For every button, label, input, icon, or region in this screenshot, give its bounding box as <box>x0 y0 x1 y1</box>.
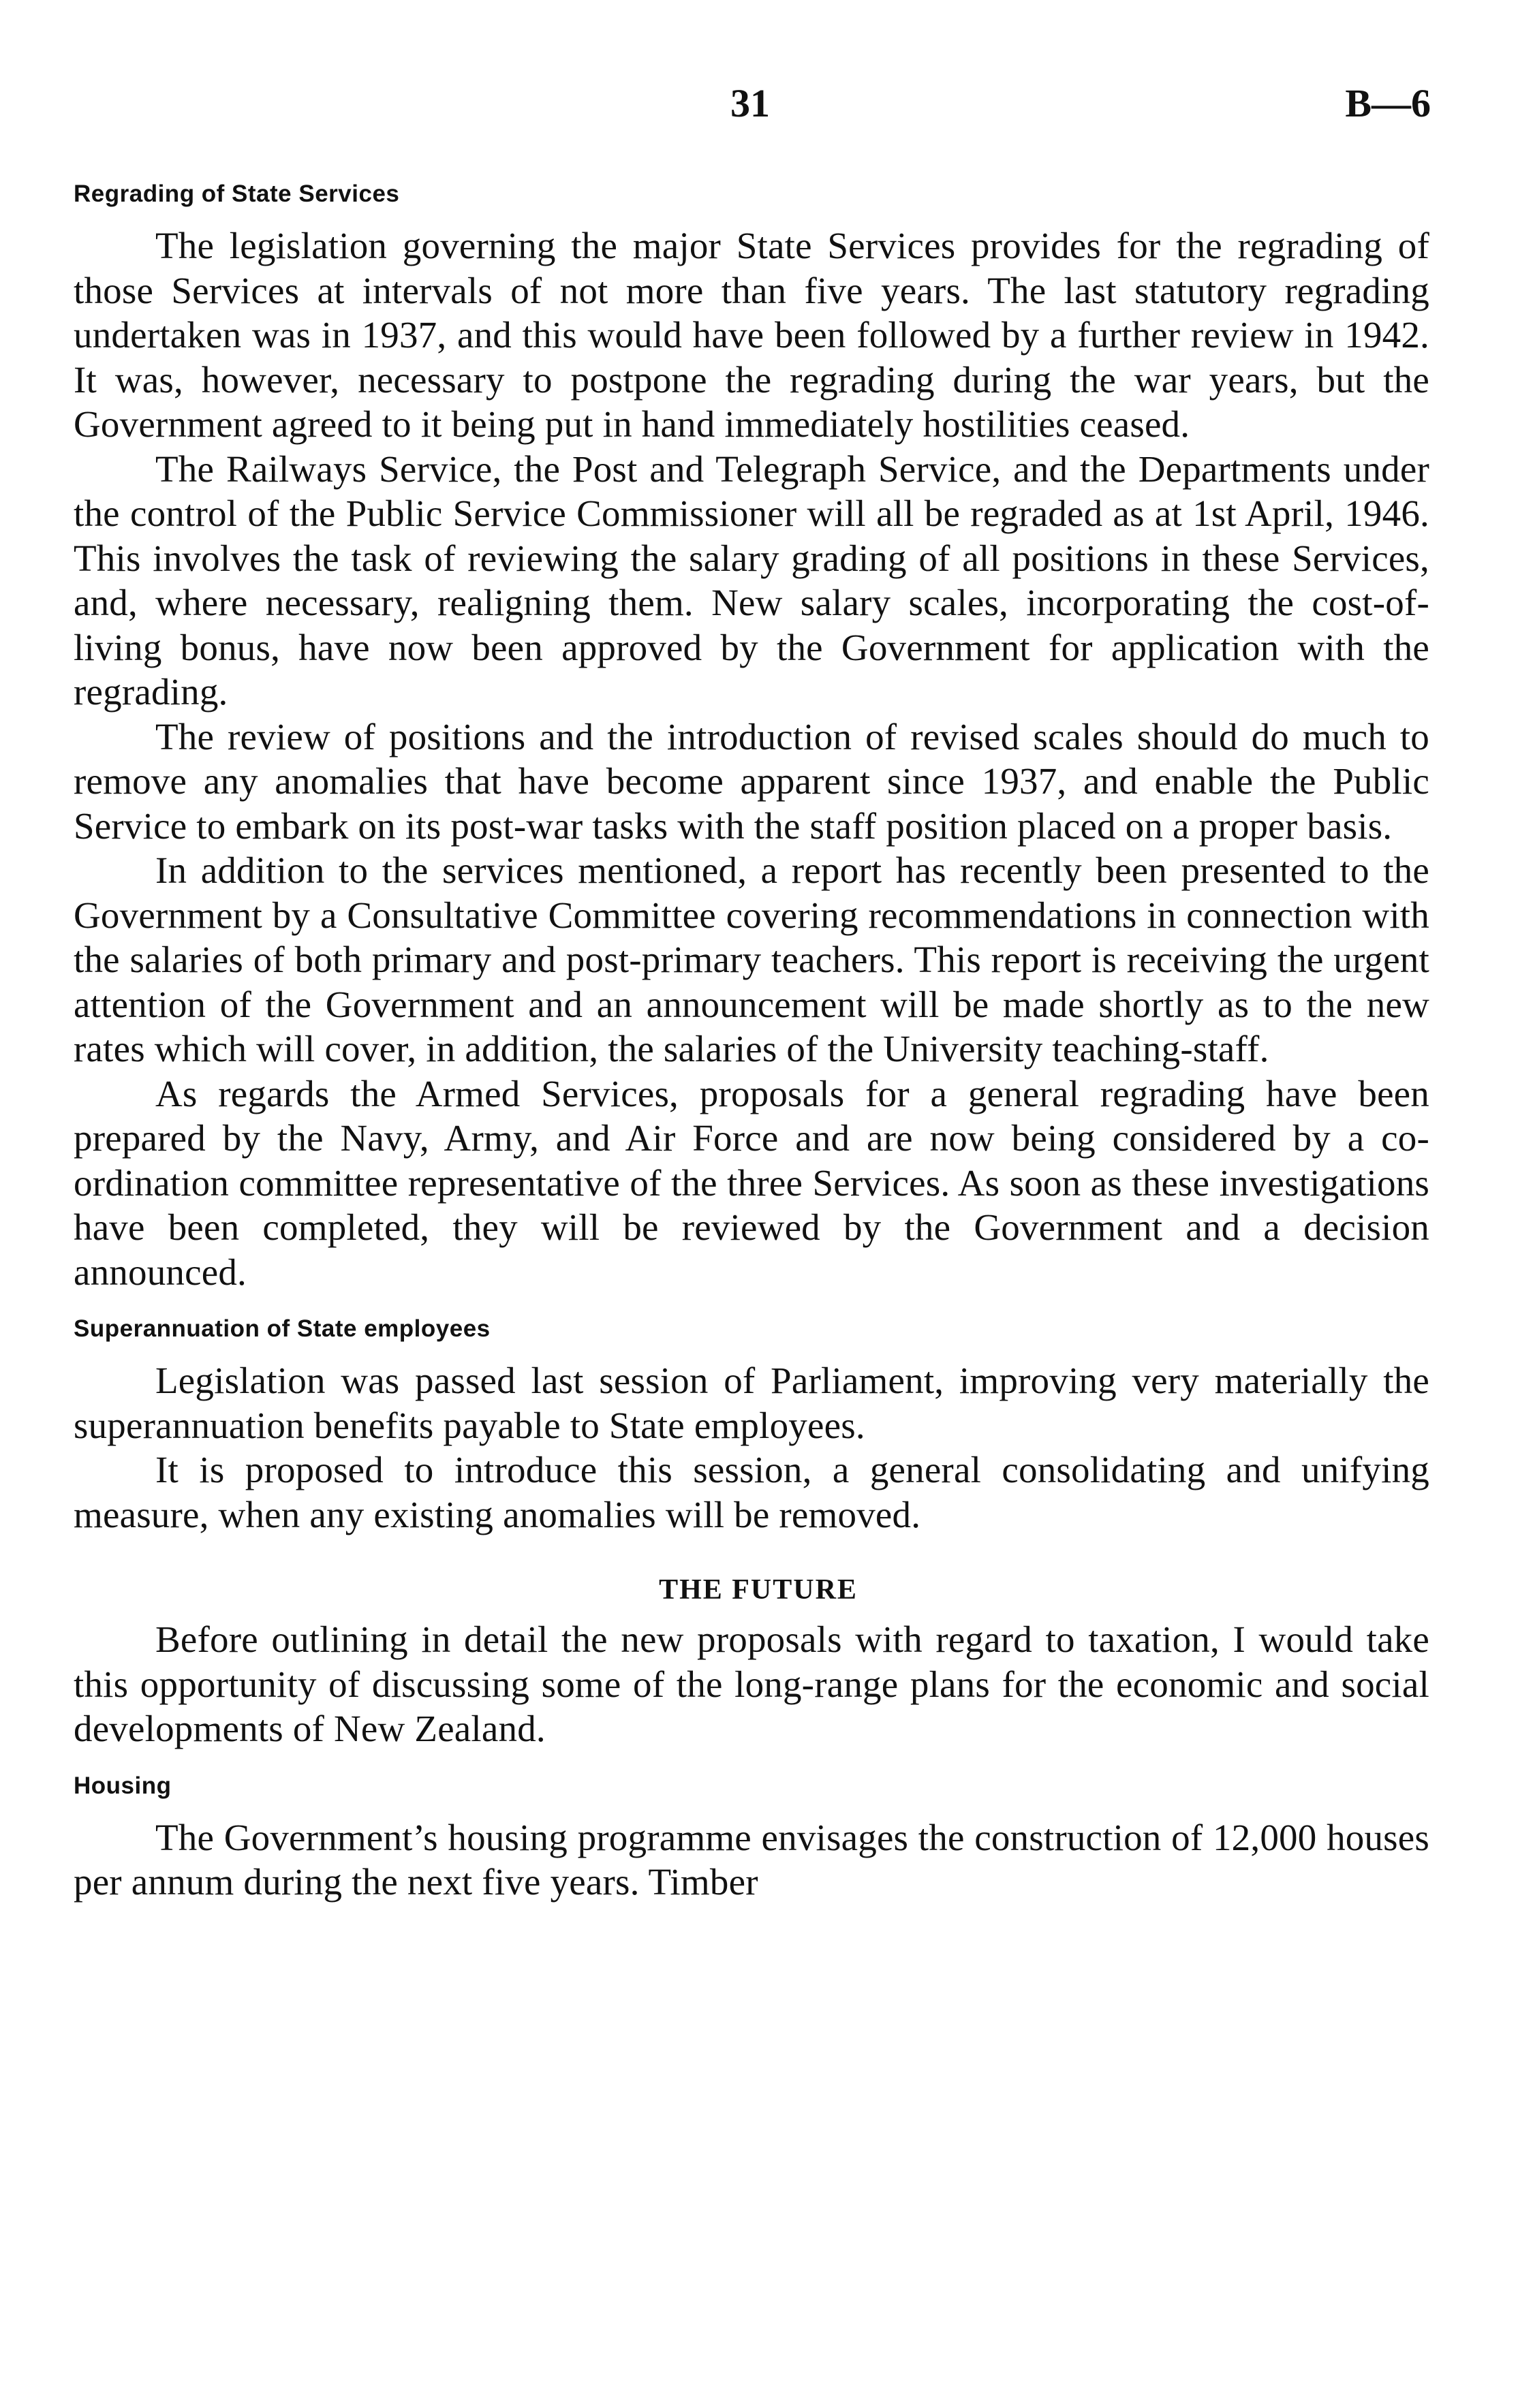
paragraph: The Railways Service, the Post and Telegraph Service, and the Departments under the control of the Public Service Commissioner will all be regraded as at 1st April, 1946. This involves the task of reviewing the salary grading of all positions in these Services, and, where necessary, realigning them. New salary scales, incorporating the cost-of-living bonus, have now been approved by the Government for application with the regrading. <box>74 448 1429 713</box>
chapter-heading: THE FUTURE <box>659 1574 858 1606</box>
section-housing <box>74 1770 1429 1905</box>
paragraph: Before outlining in detail the new proposals with regard to taxation, I would take this opportunity of discussing some of the long-range plans for the economic and social developments of New Zealand. <box>74 1619 1429 1749</box>
section-heading: Housing <box>74 1772 172 1799</box>
section-heading: Regrading of State Services <box>74 181 400 207</box>
paragraph: The Government’s housing programme envisages the construction of 12,000 houses per annum during the next five years. Timber <box>74 1816 1429 1903</box>
paragraph: It is proposed to introduce this session, a general consolidating and unifying measure, when any existing anomalies will be removed. <box>74 1449 1429 1535</box>
section-regrading <box>74 178 1429 1294</box>
page-header <box>0 80 1518 142</box>
document-code: B—6 <box>1345 81 1431 125</box>
paragraph: In addition to the services mentioned, a report has recently been presented to the Government by a Consultative Committee covering recommendations in connection with the salaries of both primary and post-primary teachers. This report is receiving the urgent attention of the Government and an announcement will be made shortly as to the new rates which will cover, in addition, the salaries of the University teaching-staff. <box>74 849 1429 1069</box>
paragraph: The legislation governing the major State Services provides for the regrading of those Services at intervals of not more than five years. The last statutory regrading undertaken was in 1937, and this would have been followed by a further review in 1942. It was, however, necessary to postpone the regrading during the war years, but the Government agreed to it being put in hand immediately hostilities ceased. <box>74 225 1429 445</box>
page-body <box>74 178 1429 1905</box>
section-heading: Superannuation of State employees <box>74 1315 491 1342</box>
paragraph: The review of positions and the introduction of revised scales should do much to remove any anomalies that have become apparent since 1937, and enable the Public Service to embark on its post-war tasks with the staff position placed on a proper basis. <box>74 715 1429 847</box>
section-the-future <box>74 1574 1429 1751</box>
page-number: 31 <box>730 81 770 125</box>
section-superannuation <box>74 1313 1429 1537</box>
paragraph: Legislation was passed last session of Parliament, improving very materially the superannuation benefits payable to State employees. <box>74 1360 1429 1446</box>
paragraph: As regards the Armed Services, proposals for a general regrading have been prepared by the Navy, Army, and Air Force and are now being considered by a co-ordination committee representative of the three Services. As soon as these investigations have been completed, they will be reviewed by the Government and a decision announced. <box>74 1072 1429 1293</box>
